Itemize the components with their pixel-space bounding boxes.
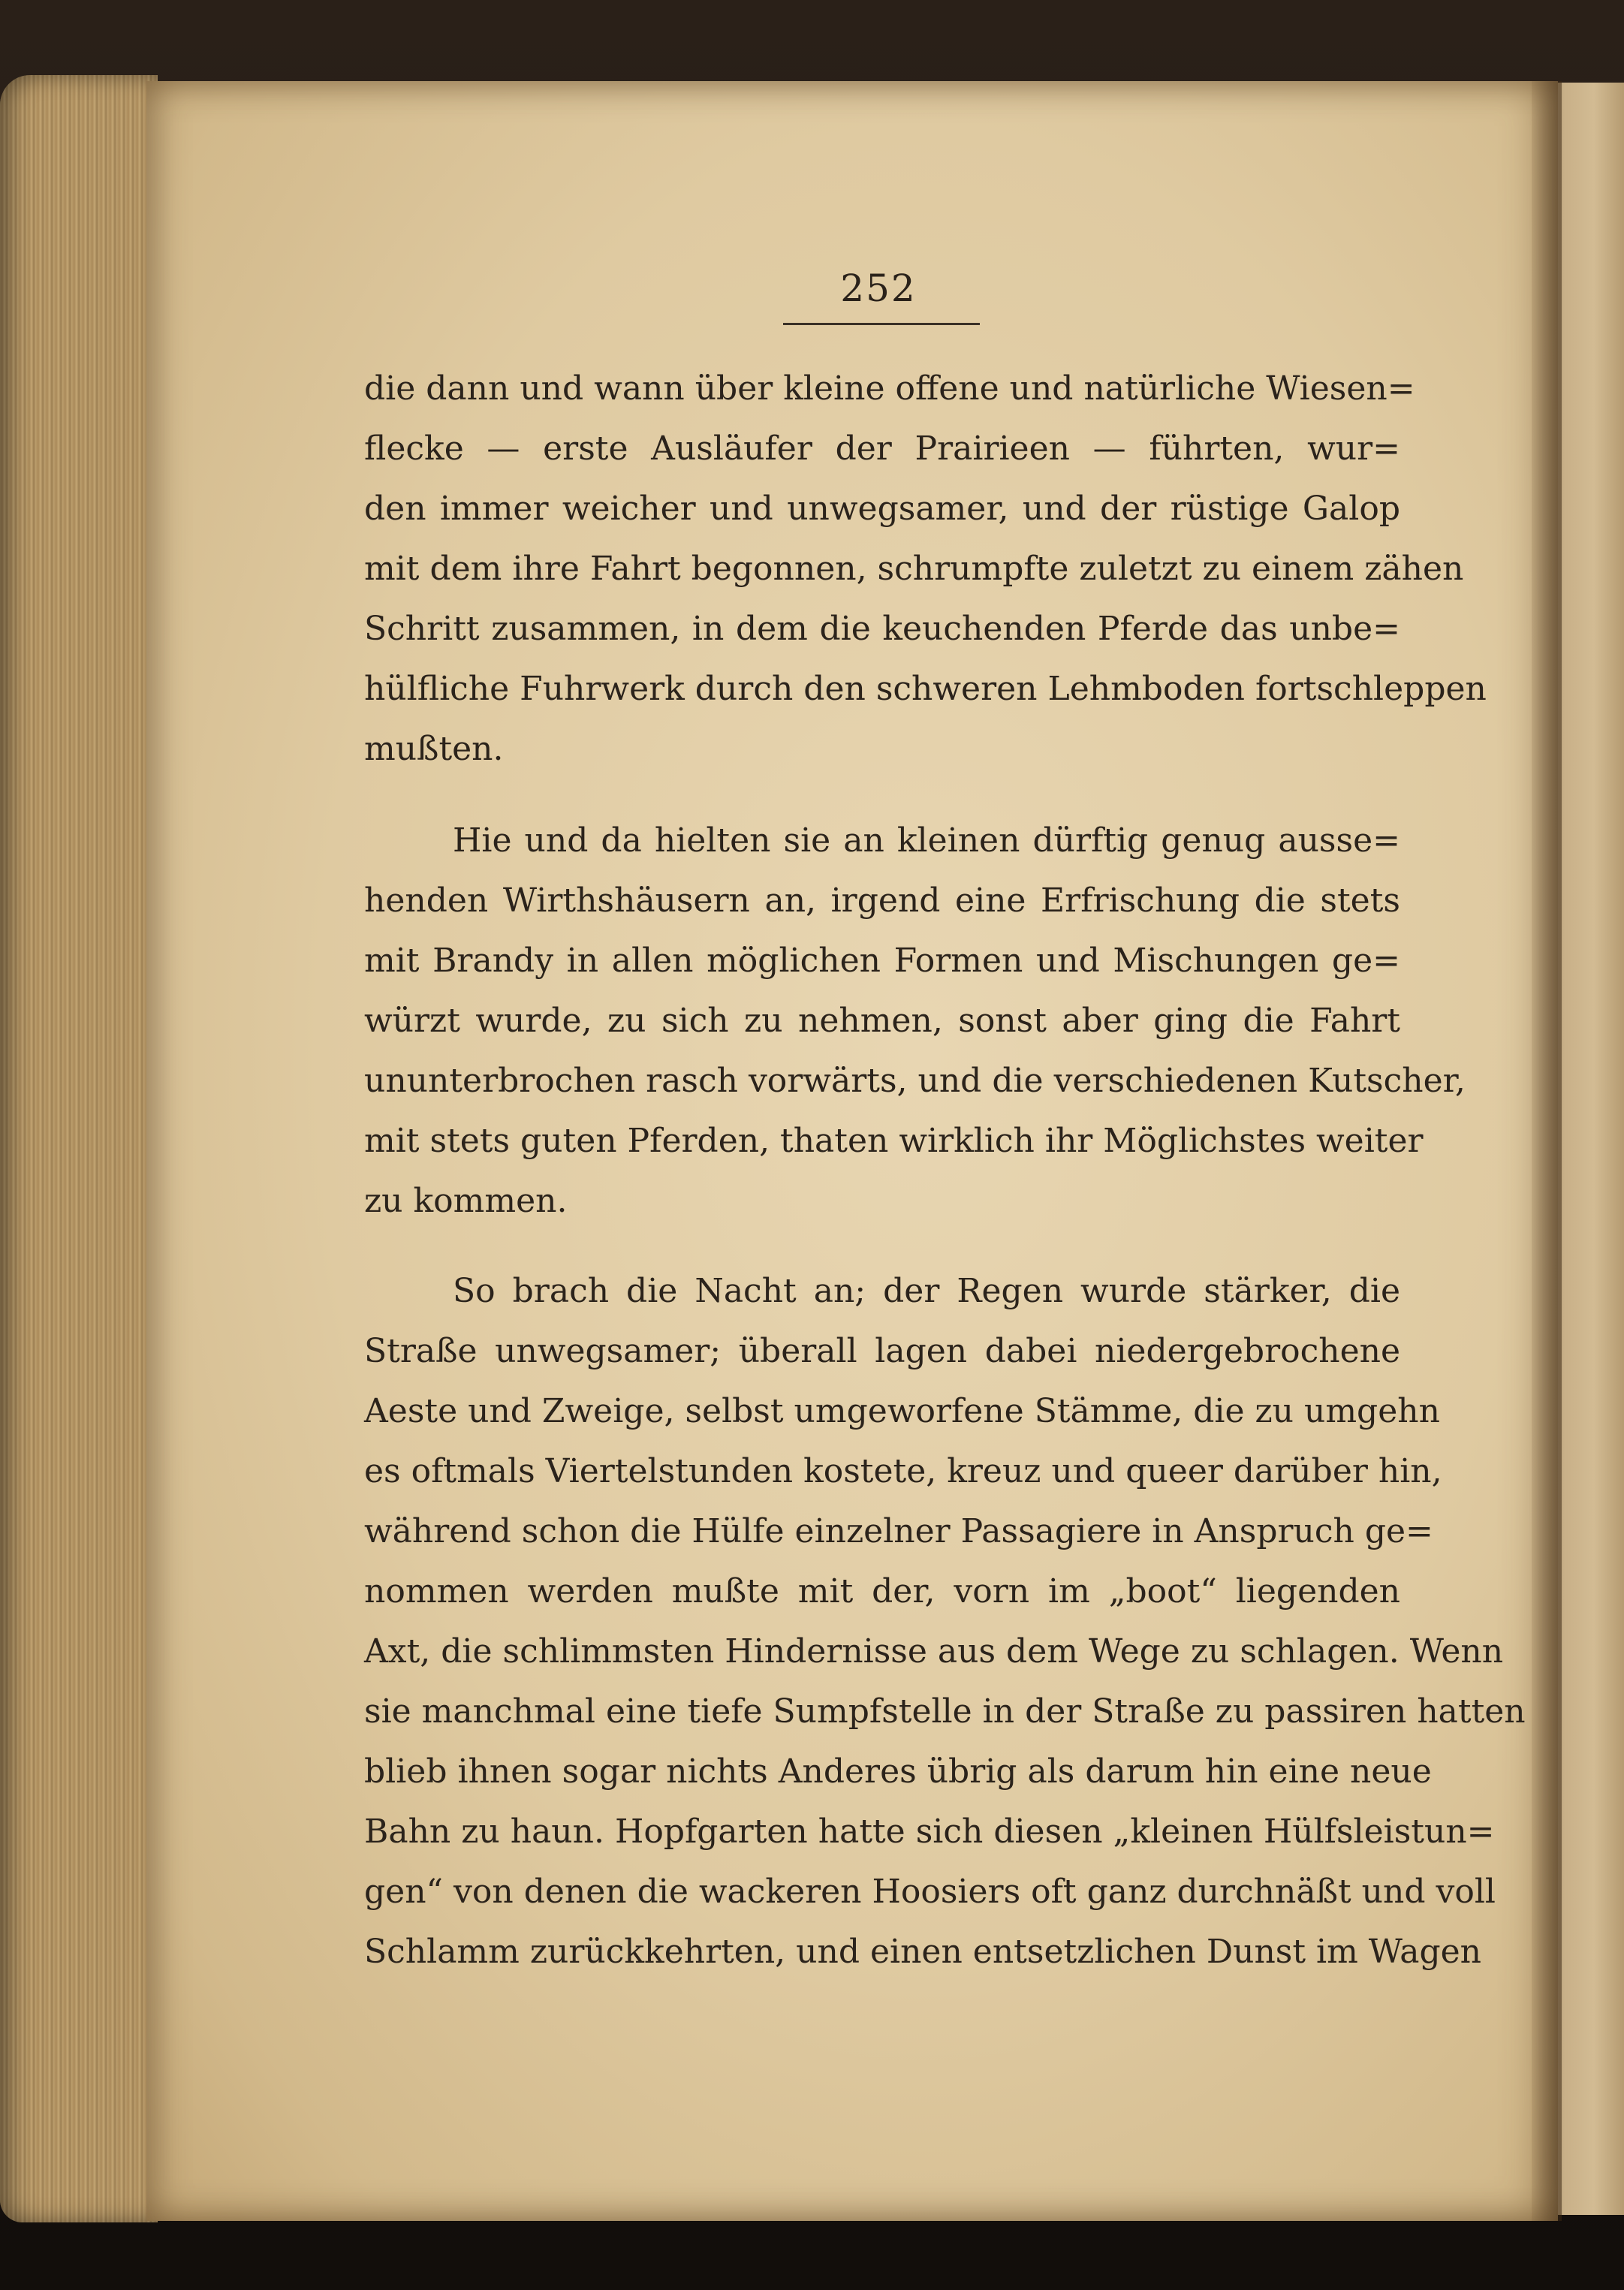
body-text [364,359,1526,1982]
text-line: Bahn zu haun. Hopfgarten hatte sich diesen „kleinen Hülfsleistun= [364,1812,1495,1851]
page-gutter-shadow [1532,81,1562,2221]
text-line: mußten. [364,730,504,768]
paragraph-2 [364,811,1466,1231]
header-rule [783,323,980,325]
text-line: mit Brandy in allen möglichen Formen und Mischungen ge= [364,942,1400,980]
text-line: Aeste und Zweige, selbst umgeworfene Stämme, die zu umgehn [364,1392,1440,1430]
text-line: flecke — erste Ausläufer der Prairieen — führten, wur= [364,429,1400,468]
text-line: mit stets guten Pferden, thaten wirklich ihr Möglichstes weiter [364,1122,1424,1160]
paragraph-3 [364,1261,1526,1982]
text-line: hülfliche Fuhrwerk durch den schweren Lehmboden fortschleppen [364,670,1487,708]
text-line: nommen werden mußte mit der, vorn im „boot“ liegenden [364,1572,1400,1611]
paragraph-spacer [364,1231,1400,1261]
text-line: Hie und da hielten sie an kleinen dürftig genug ausse= [453,821,1400,860]
page-number: 252 [840,267,917,310]
paragraph-1 [364,359,1487,779]
text-line: ununterbrochen rasch vorwärts, und die verschiedenen Kutscher, [364,1062,1466,1100]
text-line: die dann und wann über kleine offene und natürliche Wiesen= [364,369,1415,408]
text-line: gen“ von denen die wackeren Hoosiers oft ganz durchnäßt und voll [364,1873,1496,1911]
text-line: es oftmals Viertelstunden kostete, kreuz und queer darüber hin, [364,1452,1442,1490]
text-line: Axt, die schlimmsten Hindernisse aus dem Wege zu schlagen. Wenn [364,1632,1504,1671]
text-line: Schlamm zurückkehrten, und einen entsetzlichen Dunst im Wagen [364,1933,1481,1971]
text-line: sie manchmal eine tiefe Sumpfstelle in der Straße zu passiren hatten [364,1692,1526,1731]
text-line: mit dem ihre Fahrt begonnen, schrumpfte zuletzt zu einem zähen [364,550,1464,588]
text-line: würzt wurde, zu sich zu nehmen, sonst aber ging die Fahrt [364,1002,1400,1040]
paragraph-spacer [364,779,1400,811]
text-line: zu kommen. [364,1182,568,1220]
text-line: henden Wirthshäusern an, irgend eine Erfrischung die stets [364,881,1400,920]
book-page-edges [0,75,158,2222]
text-line: während schon die Hülfe einzelner Passagiere in Anspruch ge= [364,1512,1433,1550]
text-line: blieb ihnen sogar nichts Anderes übrig als darum hin eine neue [364,1752,1432,1791]
text-line: den immer weicher und unwegsamer, und der rüstige Galop [364,490,1400,528]
text-line: Schritt zusammen, in dem die keuchenden Pferde das unbe= [364,610,1400,648]
text-line: So brach die Nacht an; der Regen wurde stärker, die [453,1272,1400,1310]
text-line: Straße unwegsamer; überall lagen dabei niedergebrochene [364,1332,1400,1370]
